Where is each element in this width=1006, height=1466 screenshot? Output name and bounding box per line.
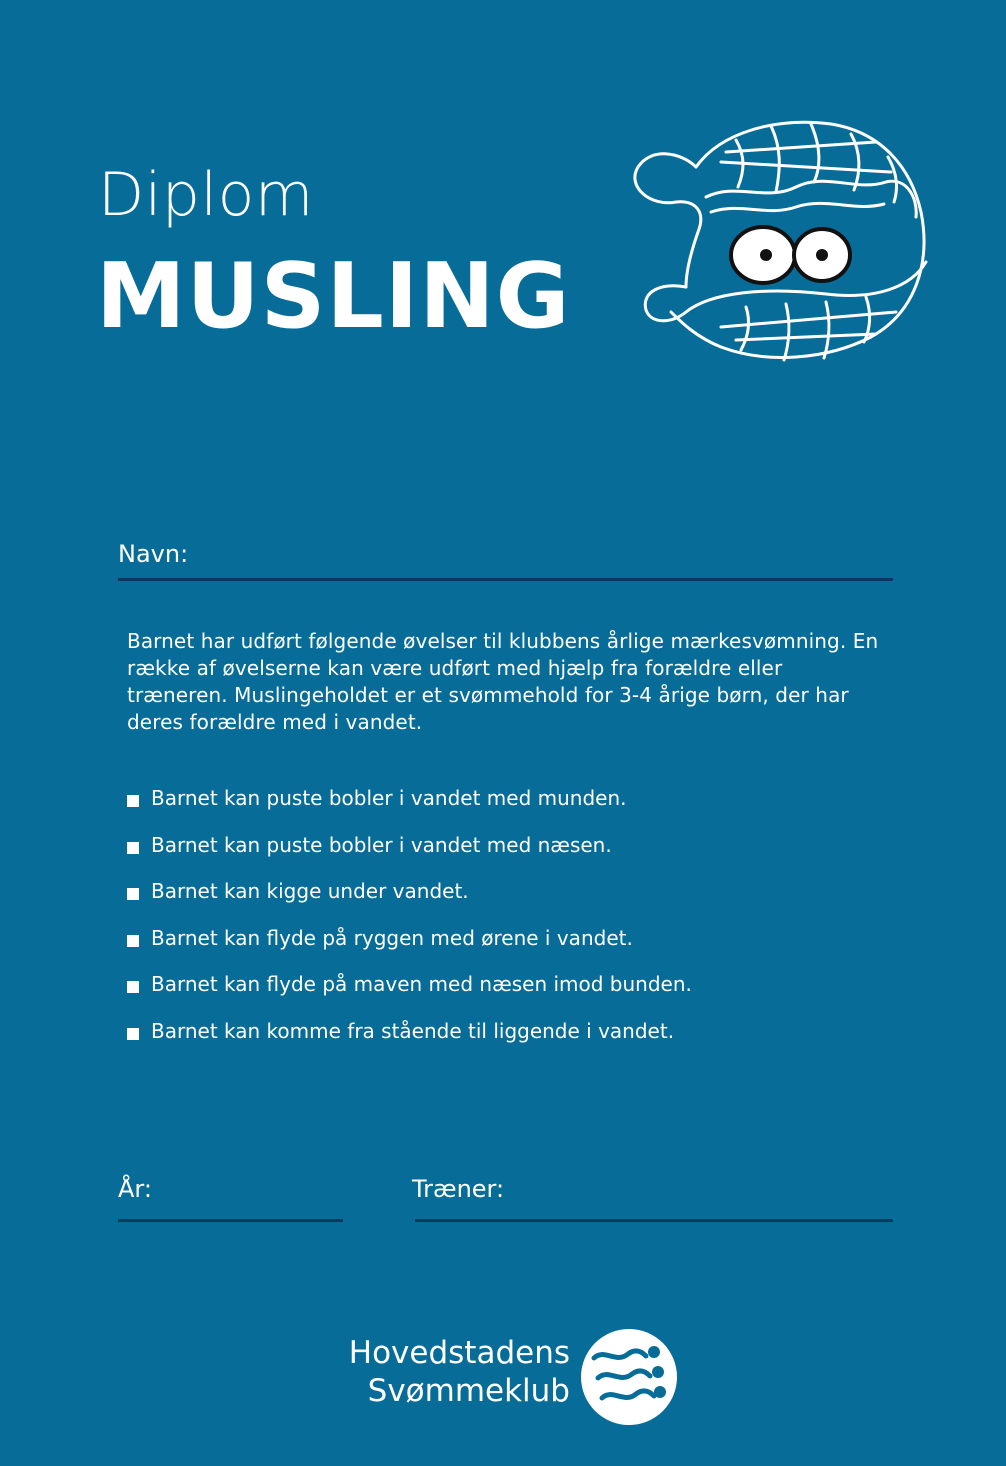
trainer-field-line[interactable] bbox=[415, 1219, 893, 1222]
list-item bbox=[127, 879, 692, 926]
bullet-square-icon bbox=[127, 888, 139, 900]
bullet-square-icon bbox=[127, 981, 139, 993]
name-field-line[interactable] bbox=[118, 578, 893, 581]
clam-mascot-icon bbox=[626, 112, 936, 367]
title-diplom: Diplom bbox=[98, 160, 314, 230]
exercise-text: Barnet kan puste bobler i vandet med næsen. bbox=[151, 832, 612, 857]
list-item bbox=[127, 972, 692, 1019]
trainer-label: Træner: bbox=[412, 1175, 505, 1203]
exercise-text: Barnet kan komme fra stående til liggende i vandet. bbox=[151, 1018, 675, 1043]
name-label: Navn: bbox=[118, 540, 189, 568]
list-item bbox=[127, 1019, 692, 1066]
list-item bbox=[127, 926, 692, 973]
bullet-square-icon bbox=[127, 795, 139, 807]
year-label: År: bbox=[118, 1175, 152, 1203]
club-name-line1: Hovedstadens bbox=[348, 1335, 570, 1371]
club-name bbox=[340, 1334, 570, 1410]
intro-paragraph: Barnet har udført følgende øvelser til klubbens årlige mærkesvømning. En række af øvelserne kan være udført med hjælp fra forældre eller træneren. Muslingeholdet er et svømmehold for 3-4 årige børn, der har deres forældre med i vandet. bbox=[127, 629, 879, 734]
exercise-text: Barnet kan flyde på maven med næsen imod bunden. bbox=[151, 972, 692, 996]
list-item bbox=[127, 833, 692, 880]
year-field-line[interactable] bbox=[118, 1219, 343, 1222]
exercise-text: Barnet kan flyde på ryggen med ørene i vandet. bbox=[151, 925, 633, 950]
list-item bbox=[127, 786, 692, 833]
club-name-line2: Svømmeklub bbox=[367, 1373, 570, 1409]
bullet-square-icon bbox=[127, 842, 139, 854]
exercise-list bbox=[127, 786, 692, 1065]
bullet-square-icon bbox=[127, 935, 139, 947]
swimmers-logo-icon bbox=[580, 1328, 678, 1426]
exercise-text: Barnet kan puste bobler i vandet med munden. bbox=[151, 786, 627, 810]
bullet-square-icon bbox=[127, 1028, 139, 1040]
title-musling: MUSLING bbox=[96, 244, 571, 349]
exercise-text: Barnet kan kigge under vandet. bbox=[151, 879, 469, 903]
